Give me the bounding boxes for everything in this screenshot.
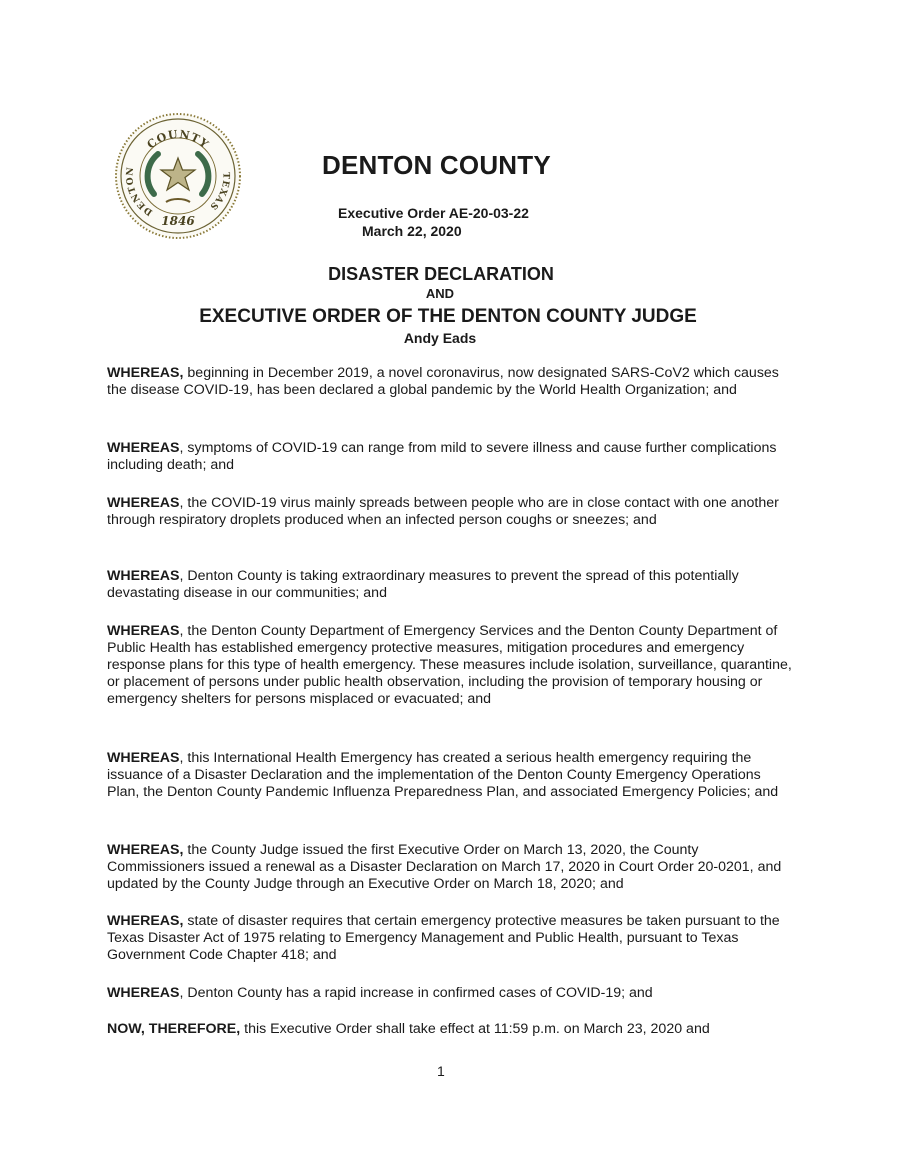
whereas-paragraph: WHEREAS, the COVID-19 virus mainly spreads between people who are in close contact with one another through respiratory droplets produced when an infected person coughs or sneezes; and — [107, 495, 779, 528]
svg-text:DENTON: DENTON — [125, 165, 155, 217]
whereas-paragraph: WHEREAS, Denton County has a rapid increase in confirmed cases of COVID-19; and — [107, 985, 653, 1001]
declaration-title: DISASTER DECLARATION — [328, 264, 554, 284]
whereas-paragraph: WHEREAS, the Denton County Department of Emergency Services and the Denton County Department of Public Health has established emergency protective measures, mitigation procedures and emergency response plans for this type of health emergency. These measures include isolation, surveillance, quarantine, or placement of persons under public health observation, including the provision of temporary housing or emergency shelters for persons misplaced or evacuated; and — [107, 623, 792, 707]
whereas-paragraph: WHEREAS, beginning in December 2019, a novel coronavirus, now designated SARS-CoV2 which causes the disease COVID-19, has been declared a global pandemic by the World Health Organization; and — [107, 365, 779, 398]
county-title: DENTON COUNTY — [322, 150, 551, 180]
page-number: 1 — [437, 1063, 445, 1079]
whereas-paragraph: WHEREAS, the County Judge issued the first Executive Order on March 13, 2020, the County Commissioners issued a renewal as a Disaster Declaration on March 17, 2020 in Court Order 20-0201, and updated by the County Judge through an Executive Order on March 18, 2020; and — [107, 842, 782, 892]
whereas-paragraph: WHEREAS, this International Health Emergency has created a serious health emergency requiring the issuance of a Disaster Declaration and the implementation of the Denton County Emergency Operations Plan, the Denton County Pandemic Influenza Preparedness Plan, and associated Emergency Policies; and — [107, 750, 779, 800]
declaration-conjunction: AND — [425, 286, 455, 301]
order-number: Executive Order AE-20-03-22 — [338, 205, 529, 221]
whereas-paragraph: WHEREAS, Denton County is taking extraordinary measures to prevent the spread of this potentially devastating disease in our communities; and — [107, 568, 739, 601]
now-therefore-paragraph: NOW, THEREFORE, this Executive Order shall take effect at 11:59 p.m. on March 23, 2020 and — [107, 1021, 710, 1037]
order-date: March 22, 2020 — [362, 223, 462, 239]
county-seal — [114, 112, 242, 240]
svg-text:COUNTY: COUNTY — [144, 127, 212, 152]
whereas-paragraph: WHEREAS, symptoms of COVID-19 can range from mild to severe illness and cause further complications including death; and — [107, 440, 777, 473]
whereas-paragraph: WHEREAS, state of disaster requires that certain emergency protective measures be taken pursuant to the Texas Disaster Act of 1975 relating to Emergency Management and Public Health, pursuant to Texas Government Code Chapter 418; and — [107, 913, 780, 963]
svg-text:1846: 1846 — [161, 214, 195, 228]
county-judge-name: Andy Eads — [403, 330, 477, 346]
executive-order-title: EXECUTIVE ORDER OF THE DENTON COUNTY JUDGE — [199, 306, 697, 327]
svg-text:TEXAS: TEXAS — [207, 172, 231, 212]
